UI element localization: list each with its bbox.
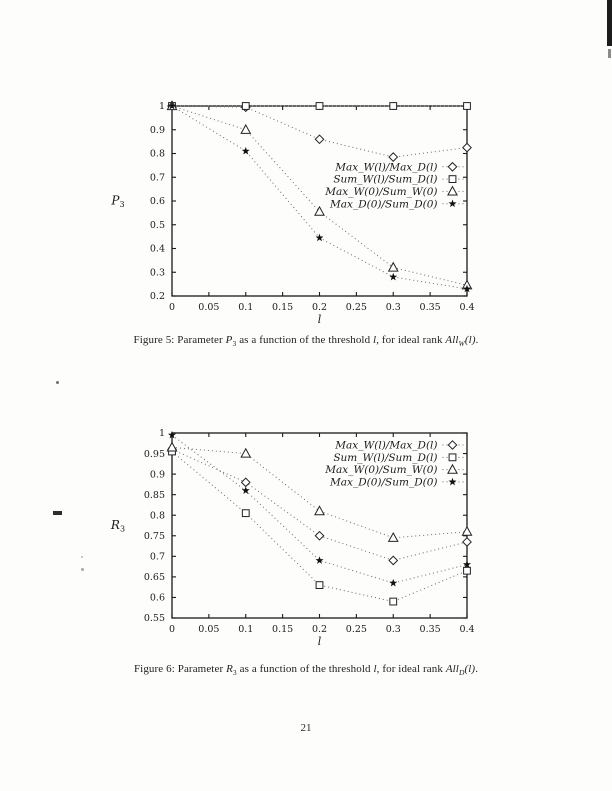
y-tick-label: 0.85 [143, 489, 165, 501]
scan-artifact-top-right-small [608, 49, 611, 58]
caption-text: as a function of the threshold [236, 334, 374, 346]
caption-param-symbol: P [225, 334, 233, 346]
y-tick-label: 0.65 [143, 572, 165, 584]
triangle-marker [167, 443, 176, 451]
square-marker [449, 176, 456, 183]
legend [324, 440, 465, 489]
y-tick-label: 0.75 [143, 530, 165, 542]
scan-speck [56, 381, 59, 384]
x-tick-label: 0.2 [311, 302, 328, 313]
figure-6 [0, 420, 612, 677]
x-tick-label: 0.35 [419, 624, 441, 635]
square-marker [390, 103, 397, 110]
y-tick-label: 0.9 [149, 469, 165, 481]
triangle-marker [241, 125, 250, 133]
triangle-marker [389, 263, 398, 271]
y-tick-label: 1 [158, 101, 165, 113]
x-tick-label: 0.05 [198, 302, 220, 313]
triangle-marker [462, 527, 471, 535]
caption-threshold-var: l [373, 334, 377, 346]
y-tick-label: 0.7 [149, 551, 165, 563]
square-marker [464, 103, 471, 110]
figure6-chart [100, 420, 500, 657]
y-axis-label: P3 [111, 193, 125, 209]
figure6-caption [0, 663, 612, 677]
x-tick-label: 0.2 [311, 624, 328, 635]
caption-param-subscript: 3 [232, 668, 237, 678]
legend-label: Max_W(0)/Sum_W(0) [325, 464, 438, 477]
caption-threshold-var: l [373, 663, 377, 675]
legend-label: Max_W(0)/Sum_W(0) [325, 186, 438, 198]
series-line [172, 106, 467, 157]
x-tick-label: 0 [168, 302, 176, 313]
star-marker [389, 579, 397, 587]
caption-rank-symbol: All [445, 334, 459, 346]
y-tick-label: 0.3 [149, 267, 165, 279]
page-number: 21 [300, 722, 312, 734]
caption-rank-symbol: All [445, 663, 459, 675]
caption-param-symbol: R [226, 663, 233, 675]
square-marker [464, 567, 471, 574]
legend-label: Sum_W(l)/Sum_D(l) [333, 173, 438, 186]
caption-text: , for ideal rank [376, 663, 446, 675]
y-tick-label: 0.2 [149, 291, 165, 303]
caption-param-subscript: 3 [232, 339, 237, 349]
legend-label: Sum_W(l)/Sum_D(l) [333, 451, 438, 464]
y-axis-label: R3 [110, 518, 126, 534]
diamond-marker [389, 556, 397, 564]
caption-text: as a function of the threshold [236, 663, 374, 675]
y-tick-label: 0.6 [149, 592, 165, 604]
square-marker [390, 598, 397, 605]
diamond-marker [315, 532, 323, 540]
x-tick-label: 0.4 [459, 624, 475, 635]
caption-rank-subscript: D [458, 668, 465, 678]
square-marker [242, 510, 249, 517]
figure5-chart [100, 90, 500, 332]
x-tick-label: 0.1 [238, 302, 254, 313]
caption-rank-args: (l) [464, 663, 476, 675]
star-marker [449, 478, 457, 486]
figure5-caption [0, 334, 612, 348]
y-tick-label: 0.6 [149, 196, 165, 208]
x-tick-label: 0.25 [345, 624, 367, 635]
caption-text: . [475, 663, 479, 675]
triangle-marker [389, 533, 398, 541]
caption-rank-args: (l) [464, 334, 476, 346]
x-tick-label: 0.25 [345, 302, 367, 313]
x-tick-label: 0.05 [198, 624, 220, 635]
triangle-marker [315, 506, 324, 514]
figure-5 [0, 90, 612, 348]
x-axis-label: l [317, 313, 322, 326]
scan-artifact-top-right [607, 0, 612, 46]
legend-label: Max_D(0)/Sum_D(0) [330, 476, 438, 489]
legend-label: Max_W(l)/Max_D(l) [335, 161, 438, 174]
y-tick-label: 0.8 [149, 510, 165, 522]
x-tick-label: 0.35 [419, 302, 441, 313]
caption-rank-subscript: W [458, 339, 465, 349]
diamond-marker [448, 163, 456, 171]
star-marker [449, 200, 457, 208]
caption-text: Figure 6: Parameter [133, 663, 227, 675]
y-tick-label: 1 [158, 428, 165, 440]
y-tick-label: 0.7 [149, 172, 165, 184]
caption-text: , for ideal rank [376, 334, 446, 346]
star-marker [242, 147, 250, 155]
square-marker [449, 454, 456, 461]
triangle-marker [448, 187, 457, 195]
x-tick-label: 0.1 [238, 624, 254, 635]
caption-text: Figure 5: Parameter [133, 334, 226, 346]
y-tick-label: 0.4 [149, 243, 165, 255]
diamond-marker [448, 441, 456, 449]
square-marker [242, 103, 249, 110]
star-marker [316, 556, 324, 564]
diamond-marker [389, 153, 397, 161]
y-tick-label: 0.95 [143, 448, 165, 460]
y-tick-label: 0.5 [149, 219, 165, 231]
legend-label: Max_D(0)/Sum_D(0) [330, 198, 438, 211]
diamond-marker [463, 143, 471, 151]
x-tick-label: 0.3 [385, 624, 401, 635]
x-tick-label: 0.3 [385, 302, 401, 313]
x-tick-label: 0.15 [272, 624, 294, 635]
caption-text: . [475, 334, 479, 346]
x-tick-label: 0 [168, 624, 176, 635]
triangle-marker [241, 449, 250, 457]
x-tick-label: 0.15 [272, 302, 294, 313]
x-axis-label: l [317, 635, 322, 648]
y-tick-label: 0.8 [149, 148, 165, 160]
diamond-marker [315, 135, 323, 143]
y-tick-label: 0.9 [149, 124, 165, 136]
square-marker [316, 103, 323, 110]
diamond-marker [463, 538, 471, 546]
triangle-marker [315, 207, 324, 215]
x-tick-label: 0.4 [459, 302, 475, 313]
y-tick-label: 0.55 [143, 613, 165, 625]
star-marker [389, 273, 397, 281]
legend [324, 161, 465, 210]
triangle-marker [448, 465, 457, 473]
star-marker [242, 486, 250, 494]
diamond-marker [242, 478, 250, 486]
legend-label: Max_W(l)/Max_D(l) [335, 439, 438, 452]
square-marker [316, 582, 323, 589]
